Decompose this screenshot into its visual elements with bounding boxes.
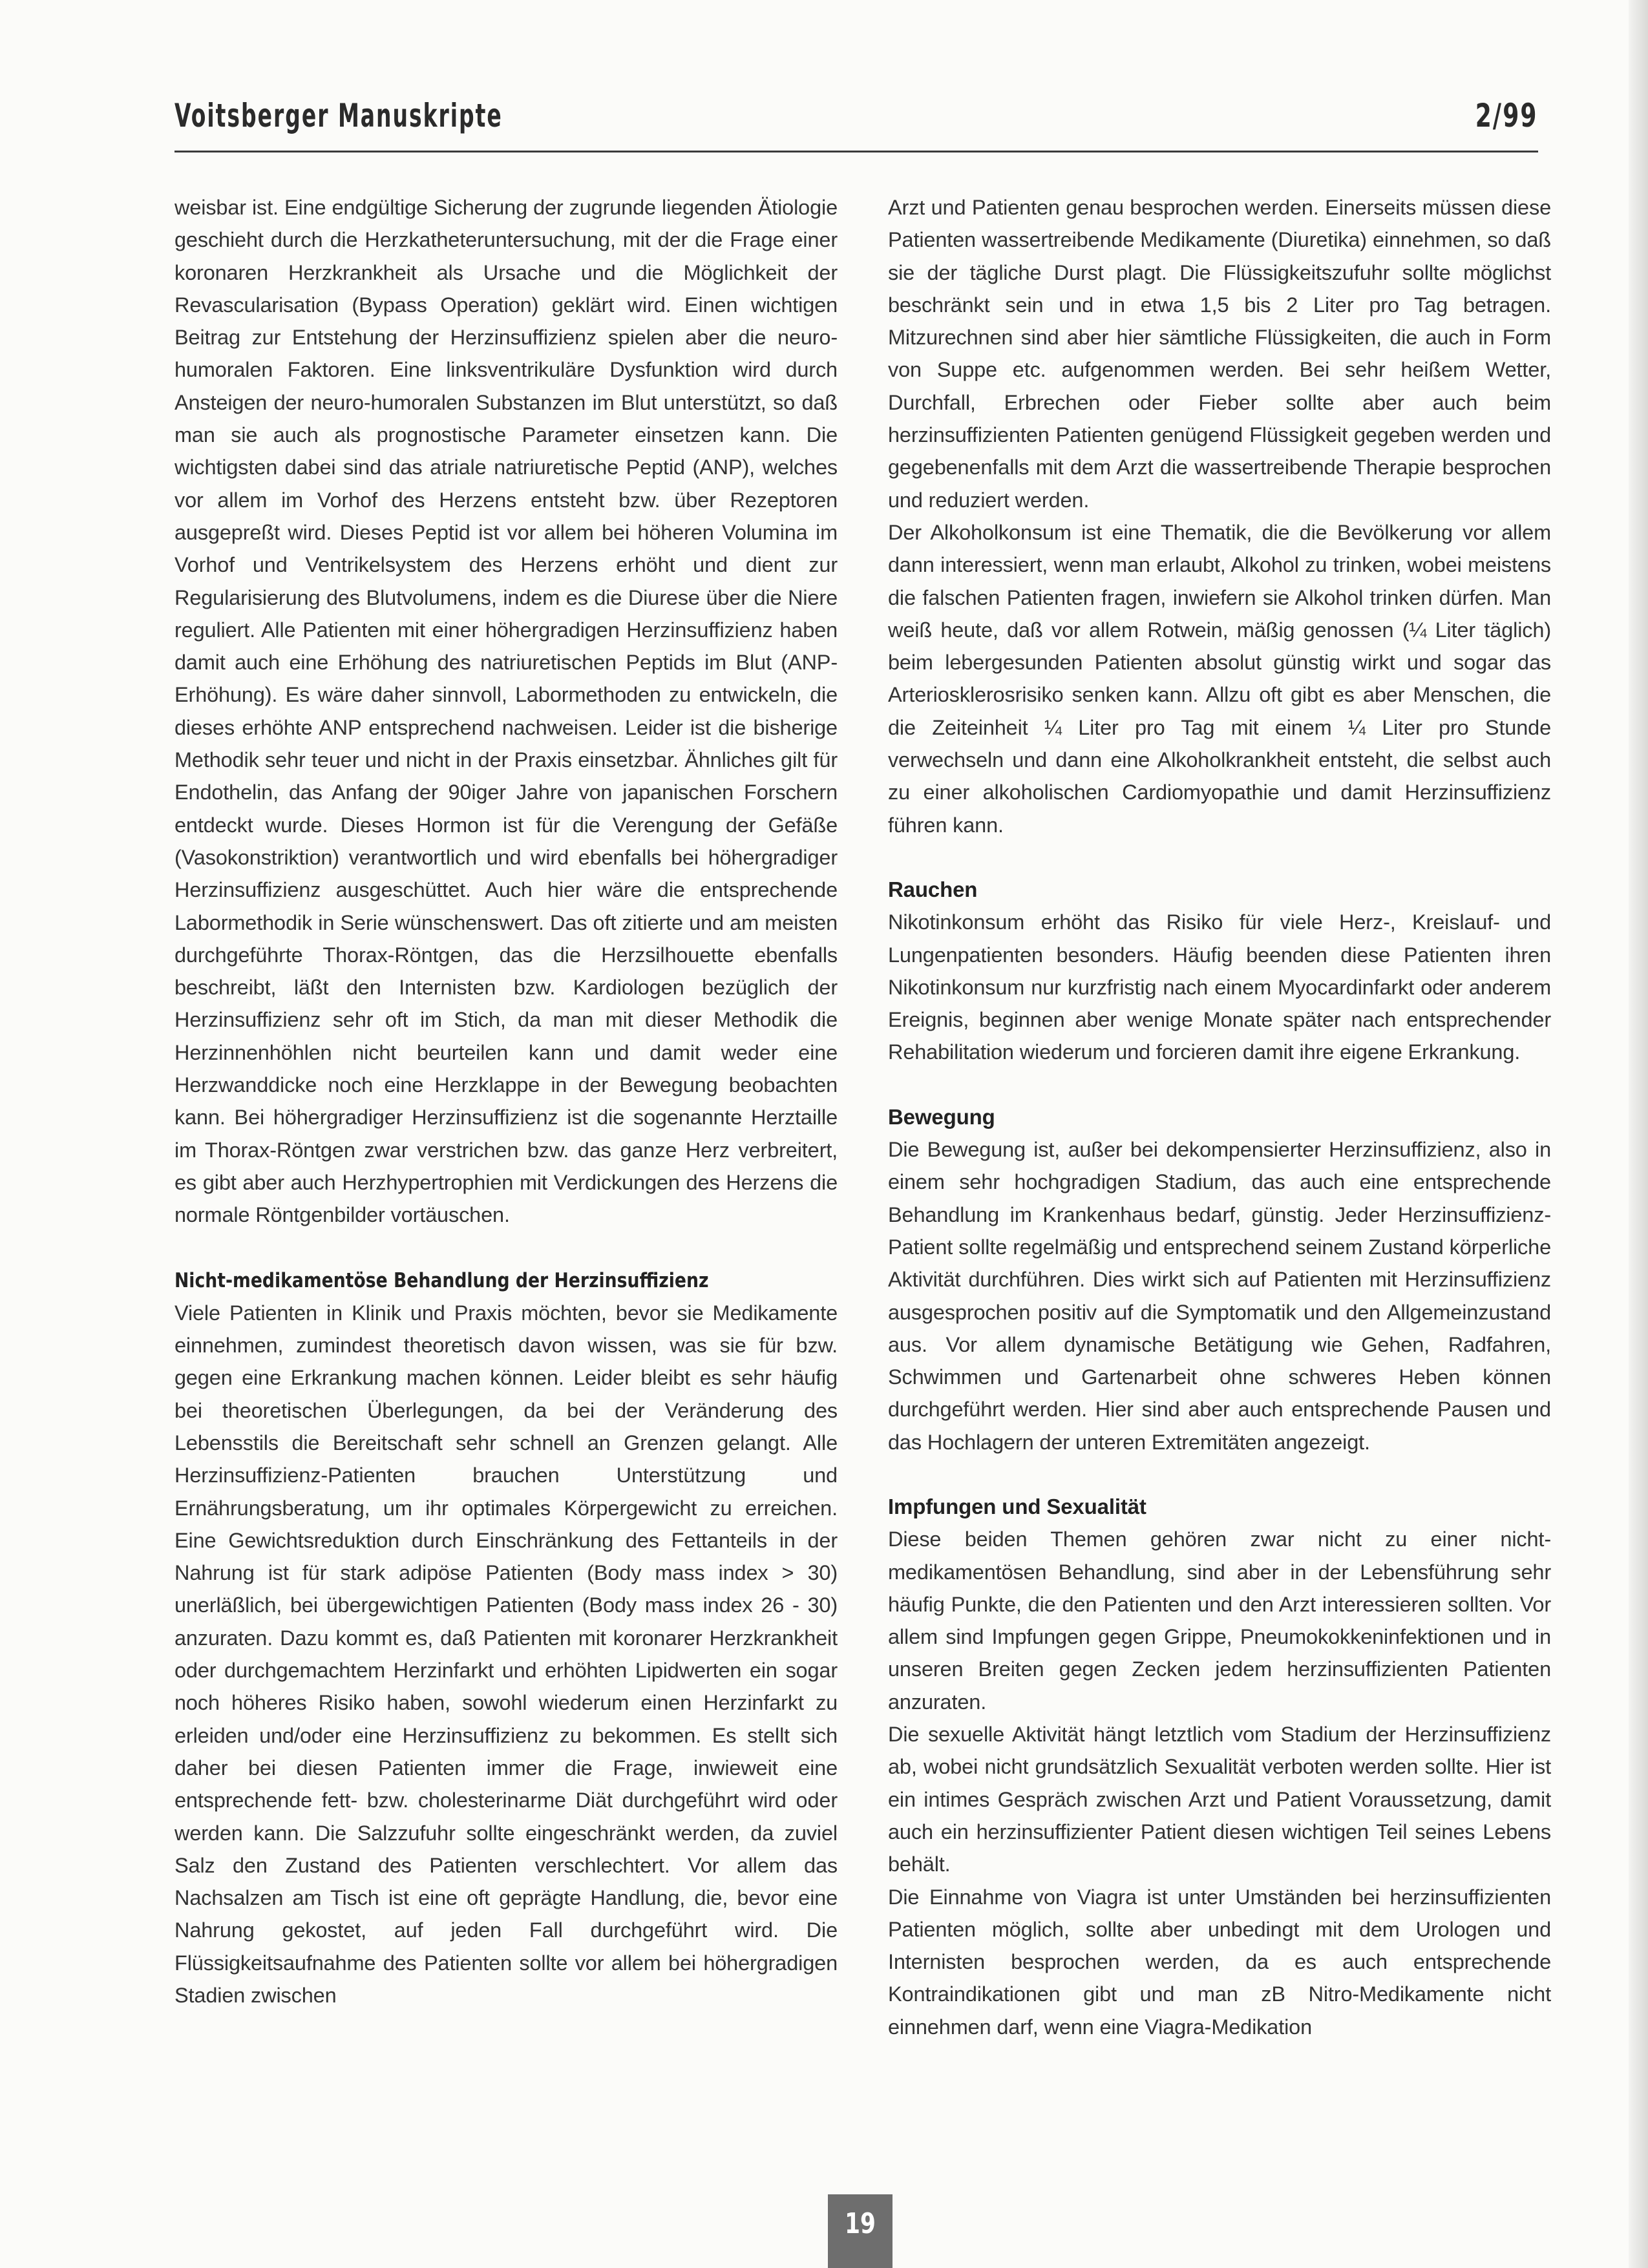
section-heading-smoking: Rauchen — [888, 877, 978, 901]
section-heading-exercise: Bewegung — [888, 1104, 995, 1129]
page-header — [174, 97, 1538, 149]
vaccination-paragraph: Diese beiden Themen gehören zwar nicht zu einer nicht-medikamentösen Behandlung, sind aber in der Lebensführung sehr häufig Punkte, die den Patienten und den Arzt interessieren sollten. Vor allem sind Impfungen gegen Grippe, Pneumokokkeninfektionen und in unseren Breiten gegen Zecken jedem herzinsuffizienten Patienten anzuraten. — [888, 1528, 1551, 1714]
viagra-paragraph: Die Einnahme von Viagra ist unter Umständen bei herzinsuffizienten Patienten möglich, sollte aber unbedingt mit dem Urologen und Internisten besprochen werden, da es auch entsprechende Kontraindikationen gibt und man zB Nitro-Medikamente nicht einnehmen darf, wenn eine Viagra-Medikation — [888, 1885, 1551, 2039]
nonmedical-paragraph: Viele Patienten in Klinik und Praxis möchten, bevor sie Medikamente einnehmen, zumindest theoretisch davon wissen, was sie für bzw. gegen eine Erkrankung machen können. Leider bleibt es sehr häufig bei theoretischen Überlegungen, da bei der Veränderung des Lebensstils die Bereitschaft sehr schnell an Grenzen gelangt. Alle Herzinsuffizienz-Patienten brauchen Unterstützung und Ernährungsberatung, um ihr optimales Körpergewicht zu erreichen. Eine Gewichtsreduktion durch Einschränkung des Fettanteils in der Nahrung ist für stark adipöse Patienten (Body mass index > 30) unerläßlich, bei übergewichtigen Patienten (Body mass index 26 - 30) anzuraten. Dazu kommt es, daß Patienten mit koronarer Herzkrankheit oder durchgemachtem Herzinfarkt und erhöhten Lipidwerten ein sogar noch höheres Risiko haben, sowohl wiederum einen Herzinfarkt zu erleiden und/oder eine Herzinsuffizienz zu bekommen. Es stellt sich daher bei diesen Patienten immer die Frage, inwieweit eine entsprechende fett- bzw. cholesterinarme Diät durchgeführt wird oder werden kann. Die Salzzufuhr sollte eingeschränkt werden, da zuviel Salz den Zustand des Patienten verschlechtert. Vor allem das Nachsalzen am Tisch ist eine oft geprägte Handlung, die, bevor eine Nahrung gekostet, auf jeden Fall durchgeführt wird. Die Flüssigkeitsaufnahme des Patienten sollte vor allem bei höhergradigen Stadien zwischen — [174, 1301, 838, 2008]
sexuality-paragraph: Die sexuelle Aktivität hängt letztlich vom Stadium der Herzinsuffizienz ab, wobei nicht grundsätzlich Sexualität verboten werden sollte. Hier ist ein intimes Gespräch zwischen Arzt und Patient Voraussetzung, damit auch ein herzinsuffizienter Patient diesen wichtigen Teil seines Lebens behält. — [888, 1723, 1551, 1876]
left-column — [174, 191, 838, 2011]
section-spacer — [888, 841, 1551, 874]
header-divider — [174, 151, 1538, 152]
issue-number: 2/99 — [1475, 97, 1538, 134]
section-heading-vaccination: Impfungen und Sexualität — [888, 1494, 1146, 1518]
section-heading-nonmedical — [174, 1264, 838, 1297]
fluid-paragraph: Arzt und Patienten genau besprochen werden. Einerseits müssen diese Patienten wassertreibende Medikamente (Diuretika) einnehmen, so daß sie der tägliche Durst plagt. Die Flüssigkeitszufuhr sollte möglichst beschränkt sein und in etwa 1,5 bis 2 Liter pro Tag betragen. Mitzurechnen sind aber hier sämtliche Flüssigkeiten, die auch in Form von Suppe etc. aufgenommen werden. Bei sehr heißem Wetter, Durchfall, Erbrechen oder Fieber sollte aber auch beim herzinsuffizienten Patienten genügend Flüssigkeit gegeben werden und gegebenenfalls mit dem Arzt die wassertreibende Therapie besprochen und reduziert werden. — [888, 196, 1551, 512]
smoking-paragraph: Nikotinkonsum erhöht das Risiko für viele Herz-, Kreislauf- und Lungenpatienten besonders. Häufig beenden diese Patienten ihren Nikotinkonsum nur kurzfristig nach einem Myocardinfarkt oder anderem Ereignis, beginnen aber wenige Monate später nach entsprechender Rehabilitation wiederum und forcieren damit ihre eigene Erkrankung. — [888, 910, 1551, 1064]
section-spacer — [888, 1069, 1551, 1101]
page-number: 19 — [845, 2207, 876, 2240]
journal-title: Voitsberger Manuskripte — [174, 97, 503, 134]
scan-edge — [1629, 0, 1648, 2268]
right-column — [888, 191, 1551, 2043]
section-heading-nonmedical-text: Nicht-medikamentöse Behandlung der Herzinsuffizienz — [174, 1268, 709, 1292]
section-spacer — [888, 1458, 1551, 1491]
section-spacer — [174, 1232, 838, 1264]
exercise-paragraph: Die Bewegung ist, außer bei dekompensierter Herzinsuffizienz, also in einem sehr hochgradigen Stadium, das auch eine entsprechende Behandlung im Krankenhaus bedarf, günstig. Jeder Herzinsuffizienz-Patient sollte regelmäßig und entsprechend seinem Zustand körperliche Aktivität durchführen. Dies wirkt sich auf Patienten mit Herzinsuffizienz ausgesprochen positiv auf die Symptomatik und den Allgemeinzustand aus. Vor allem dynamische Betätigung wie Gehen, Radfahren, Schwimmen und Gartenarbeit ohne schweres Heben können durchgeführt werden. Hier sind aber auch entsprechende Pausen und das Hochlagern der unteren Extremitäten angezeigt. — [888, 1138, 1551, 1454]
alcohol-paragraph: Der Alkoholkonsum ist eine Thematik, die die Bevölkerung vor allem dann interessiert, wenn man erlaubt, Alkohol zu trinken, wobei meistens die falschen Patienten fragen, inwiefern sie Alkohol trinken dürfen. Man weiß heute, daß vor allem Rotwein, mäßig genossen (¼ Liter täglich) beim lebergesunden Patienten absolut günstig wirkt und sogar das Arteriosklerosrisiko senken kann. Allzu oft gibt es aber Menschen, die die Zeiteinheit ¼ Liter pro Tag mit einem ¼ Liter pro Stunde verwechseln und dann eine Alkoholkrankheit entsteht, die selbst auch zu einer alkoholischen Cardiomyopathie und damit Herzinsuffizienz führen kann. — [888, 520, 1551, 837]
page-number-box — [828, 2194, 893, 2268]
intro-paragraph: weisbar ist. Eine endgültige Sicherung der zugrunde liegenden Ätiologie geschieht durch die Herzkatheteruntersuchung, mit der die Frage einer koronaren Herzkrankheit als Ursache und die Möglichkeit der Revascularisation (Bypass Operation) geklärt wird. Einen wichtigen Beitrag zur Entstehung der Herzinsuffizienz spielen aber die neuro-humoralen Faktoren. Eine linksventrikuläre Dysfunktion wird durch Ansteigen der neuro-humoralen Substanzen im Blut unterstützt, so daß man sie auch als prognostische Parameter einsetzen kann. Die wichtigsten dabei sind das atriale natriuretische Peptid (ANP), welches vor allem im Vorhof des Herzens entsteht bzw. über Rezeptoren ausgepreßt wird. Dieses Peptid ist vor allem bei höheren Volumina im Vorhof und Ventrikelsystem des Herzens erhöht und dient zur Regularisierung des Blutvolumens, indem es die Diurese über die Niere reguliert. Alle Patienten mit einer höhergradigen Herzinsuffizienz haben damit auch eine Erhöhung des natriuretischen Peptids im Blut (ANP-Erhöhung). Es wäre daher sinnvoll, Labormethoden zu entwickeln, die dieses erhöhte ANP entsprechend nachweisen. Leider ist die bisherige Methodik sehr teuer und nicht in der Praxis einsetzbar. Ähnliches gilt für Endothelin, das Anfang der 90iger Jahre von japanischen Forschern entdeckt wurde. Dieses Hormon ist für die Verengung der Gefäße (Vasokonstriktion) verantwortlich und wird ebenfalls bei höhergradiger Herzinsuffizienz ausgeschüttet. Auch hier wäre die entsprechende Labormethodik in Serie wünschenswert. Das oft zitierte und am meisten durchgeführte Thorax-Röntgen, das die Herzsilhouette ebenfalls beschreibt, läßt den Internisten bzw. Kardiologen bezüglich der Herzinsuffizienz sehr oft im Stich, da man mit dieser Methodik die Herzinnenhöhlen nicht beurteilen kann und damit weder eine Herzwanddicke noch eine Herzklappe in der Bewegung beobachten kann. Bei höhergradiger Herzinsuffizienz ist die sogenannte Herztaille im Thorax-Röntgen zwar verstrichen bzw. das ganze Herz verbreitert, es gibt aber auch Herzhypertrophien mit Verdickungen des Herzens die normale Röntgenbilder vortäuschen. — [174, 196, 838, 1227]
